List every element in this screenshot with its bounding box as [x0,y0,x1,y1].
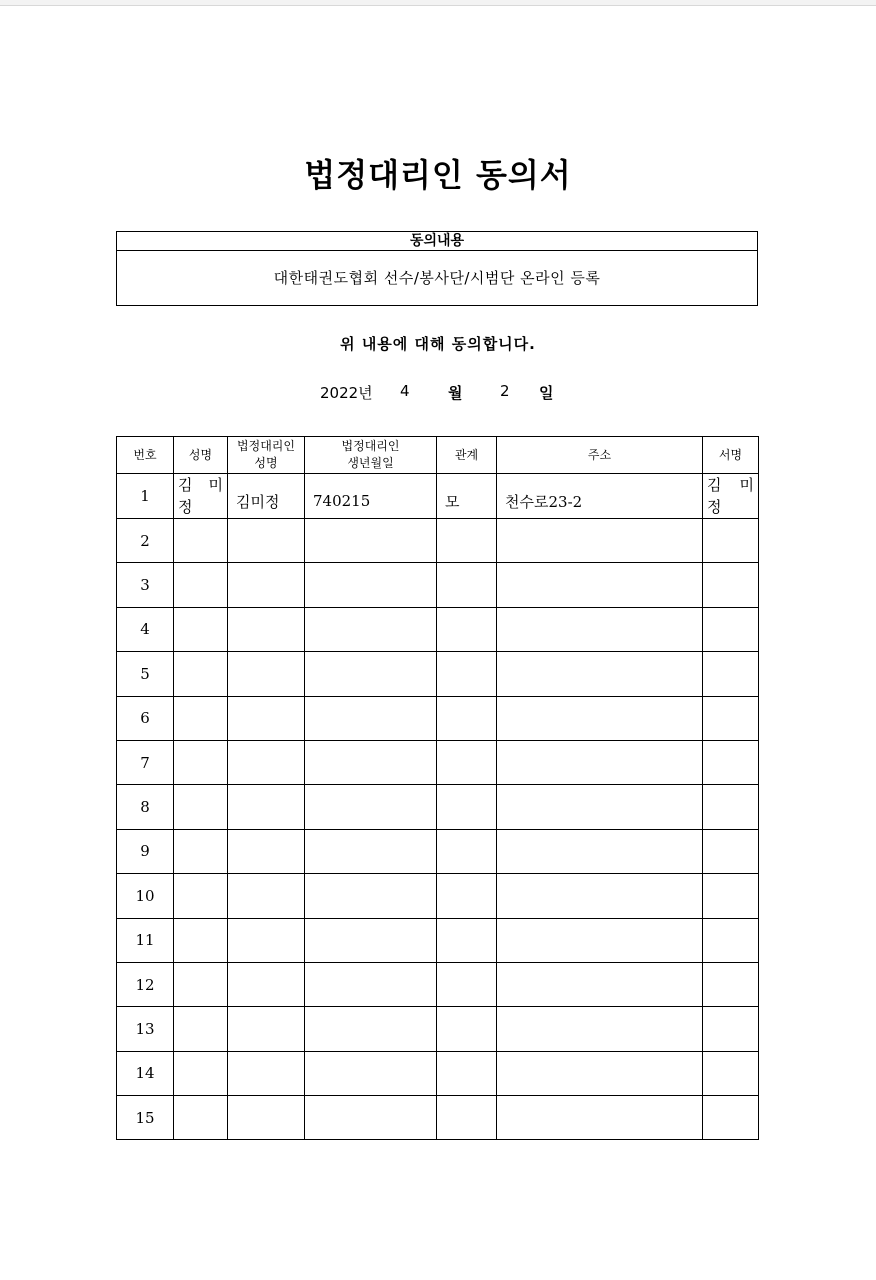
row-guardian-name[interactable] [228,962,305,1006]
row-address[interactable] [497,652,703,696]
table-row [117,829,759,873]
row-name-part: 정 [178,498,193,516]
row-name[interactable] [174,874,228,918]
row-signature[interactable] [703,652,759,696]
viewer-top-bar [0,0,876,6]
row-number: 11 [117,918,174,962]
row-guardian-name[interactable] [228,1096,305,1140]
header-address: 주소 [497,437,703,474]
row-address[interactable] [497,1096,703,1140]
row-relation: 모 [437,474,497,519]
row-signature-part: 미 [739,476,754,494]
row-guardian-birth[interactable] [305,829,437,873]
header-relation: 관계 [437,437,497,474]
row-address[interactable] [497,785,703,829]
header-guardian-birth-line2: 생년월일 [347,456,394,470]
row-number: 7 [117,740,174,784]
table-row [117,1096,759,1140]
row-number: 9 [117,829,174,873]
row-address[interactable] [497,1051,703,1095]
row-signature [703,474,759,519]
row-relation[interactable] [437,829,497,873]
row-relation[interactable] [437,1051,497,1095]
row-relation[interactable] [437,607,497,651]
row-relation[interactable] [437,696,497,740]
row-name [174,474,228,519]
date-month: 4 [400,382,410,400]
document-title: 법정대리인 동의서 [304,156,572,194]
row-number: 10 [117,874,174,918]
table-row [117,918,759,962]
header-name: 성명 [174,437,228,474]
row-address [497,474,703,519]
row-guardian-name[interactable] [228,607,305,651]
row-signature[interactable] [703,740,759,784]
header-signature: 서명 [703,437,759,474]
row-number: 12 [117,962,174,1006]
header-guardian-birth-line1: 법정대리인 [341,439,400,453]
row-signature[interactable] [703,1051,759,1095]
row-number: 14 [117,1051,174,1095]
row-guardian-name[interactable] [228,563,305,607]
row-signature[interactable] [703,607,759,651]
row-relation[interactable] [437,563,497,607]
row-number: 15 [117,1096,174,1140]
row-name[interactable] [174,1096,228,1140]
row-guardian-birth[interactable] [305,1051,437,1095]
row-name[interactable] [174,1051,228,1095]
row-number: 3 [117,563,174,607]
row-guardian-birth[interactable] [305,607,437,651]
row-signature[interactable] [703,696,759,740]
row-address[interactable] [497,519,703,563]
row-signature[interactable] [703,962,759,1006]
header-guardian-name-line2: 성명 [254,456,278,470]
row-address[interactable] [497,696,703,740]
row-guardian-name[interactable] [228,1007,305,1051]
row-number: 4 [117,607,174,651]
row-relation[interactable] [437,874,497,918]
row-guardian-name[interactable] [228,1051,305,1095]
row-signature[interactable] [703,563,759,607]
row-address[interactable] [497,829,703,873]
row-guardian-name[interactable] [228,874,305,918]
table-row [117,563,759,607]
table-row [117,1051,759,1095]
table-row [117,607,759,651]
date-year: 2022년 [320,384,373,402]
row-name[interactable] [174,962,228,1006]
header-guardian-name-line1: 법정대리인 [237,439,295,453]
row-address[interactable] [497,1007,703,1051]
row-guardian-birth[interactable] [305,785,437,829]
date-day-unit: 일 [539,384,554,402]
row-guardian-name: 김미정 [228,474,305,519]
header-guardian-birth [305,437,437,474]
row-address[interactable] [497,607,703,651]
row-guardian-birth[interactable] [305,563,437,607]
consent-content-box [116,231,758,306]
row-name-part: 미 [208,476,223,494]
row-guardian-birth[interactable] [305,918,437,962]
table-row [117,874,759,918]
row-signature[interactable] [703,785,759,829]
row-number: 2 [117,519,174,563]
row-name[interactable] [174,1007,228,1051]
row-number: 1 [117,474,174,519]
row-name[interactable] [174,696,228,740]
row-relation[interactable] [437,652,497,696]
row-relation[interactable] [437,519,497,563]
agreement-statement: 위 내용에 대해 동의합니다. [340,335,536,353]
row-relation[interactable] [437,1007,497,1051]
row-guardian-name[interactable] [228,740,305,784]
row-guardian-birth[interactable] [305,740,437,784]
row-signature[interactable] [703,1007,759,1051]
table-row [117,785,759,829]
row-address-text: 천수로 [505,492,549,511]
table-row [117,1007,759,1051]
row-guardian-name[interactable] [228,652,305,696]
row-guardian-birth[interactable] [305,1007,437,1051]
row-guardian-name[interactable] [228,829,305,873]
row-guardian-birth: 740215 [305,474,437,519]
row-number: 13 [117,1007,174,1051]
consent-content-header: 동의내용 [117,232,757,251]
row-signature[interactable] [703,918,759,962]
row-signature[interactable] [703,829,759,873]
row-address[interactable] [497,740,703,784]
row-name[interactable] [174,652,228,696]
row-signature[interactable] [703,874,759,918]
row-name-part: 김 [178,476,193,494]
row-address-number: 23-2 [548,492,583,511]
row-guardian-birth[interactable] [305,1096,437,1140]
row-name[interactable] [174,740,228,784]
row-guardian-birth[interactable] [305,519,437,563]
row-signature[interactable] [703,519,759,563]
row-relation[interactable] [437,740,497,784]
row-guardian-name[interactable] [228,519,305,563]
row-guardian-birth[interactable] [305,696,437,740]
row-number: 5 [117,652,174,696]
table-row [117,740,759,784]
date-day: 2 [500,382,510,400]
row-number: 8 [117,785,174,829]
row-number: 6 [117,696,174,740]
row-signature-part: 김 [707,476,722,494]
table-row [117,962,759,1006]
row-guardian-name[interactable] [228,785,305,829]
row-relation[interactable] [437,1096,497,1140]
row-name[interactable] [174,785,228,829]
row-guardian-name[interactable] [228,918,305,962]
header-number: 번호 [117,437,174,474]
row-guardian-name[interactable] [228,696,305,740]
date-month-unit: 월 [448,384,463,402]
table-row [117,474,759,519]
row-address[interactable] [497,918,703,962]
row-name[interactable] [174,607,228,651]
row-relation[interactable] [437,785,497,829]
guardian-consent-table [116,436,759,1140]
table-row [117,652,759,696]
consent-content-body: 대한태권도협회 선수/봉사단/시범단 온라인 등록 [273,269,601,287]
row-name[interactable] [174,829,228,873]
row-relation[interactable] [437,962,497,1006]
table-header-row [117,437,759,474]
table-row [117,519,759,563]
row-guardian-birth[interactable] [305,652,437,696]
row-signature[interactable] [703,1096,759,1140]
table-row [117,696,759,740]
header-guardian-name [228,437,305,474]
row-signature-part: 정 [707,498,722,516]
row-guardian-birth[interactable] [305,874,437,918]
row-address[interactable] [497,874,703,918]
row-name[interactable] [174,563,228,607]
row-name[interactable] [174,918,228,962]
row-name[interactable] [174,519,228,563]
row-relation[interactable] [437,918,497,962]
row-address[interactable] [497,962,703,1006]
row-guardian-birth[interactable] [305,962,437,1006]
row-address[interactable] [497,563,703,607]
